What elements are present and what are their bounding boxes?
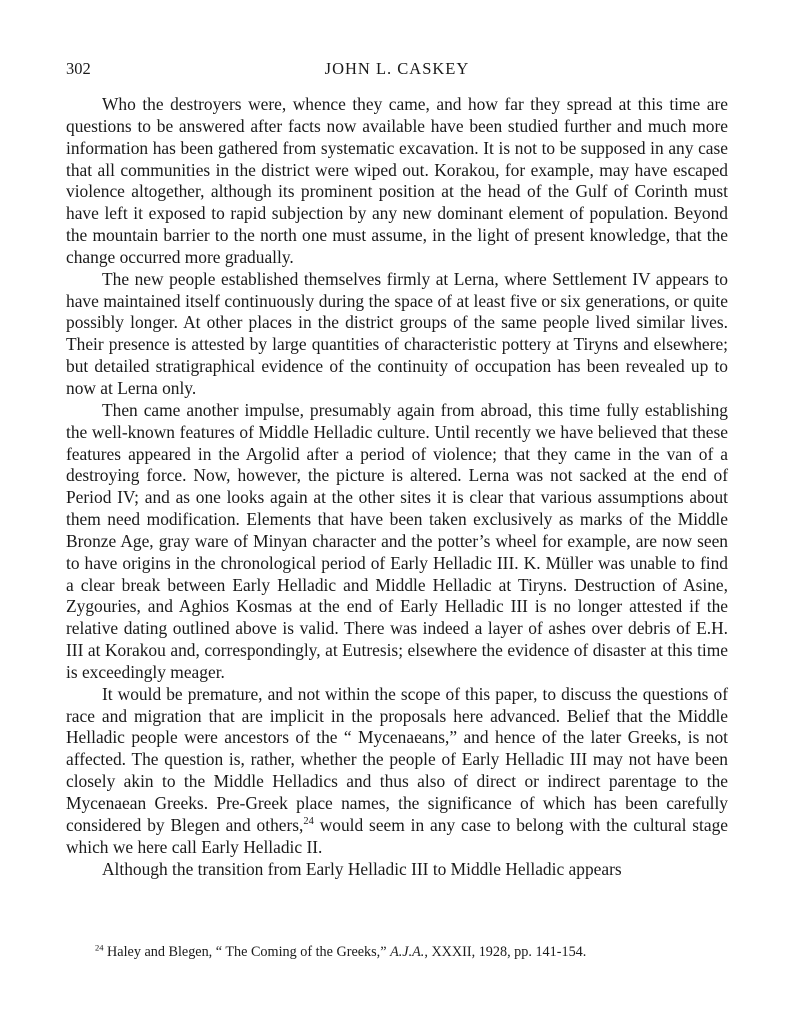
paragraph-text: It would be premature, and not within the scope of this paper, to discuss the questions of race and migration that are implicit in the proposals here advanced. Belief that the Middle Helladic people were ancestors of the “ Mycenaeans,” and hence of the later Greeks, is not affected. The question is, rather, whether the people of Early Helladic III may not have been closely akin to the Middle Helladics and thus also of direct or indirect parentage to the Mycenaean Greeks. Pre-Greek place names, the significance of which has been carefully considered by Blegen and others, [66,683,728,835]
footnote-text: Haley and Blegen, “ The Coming of the Greeks,” [103,944,391,960]
paragraph: The new people established themselves firmly at Lerna, where Settlement IV appears to have maintained itself continuously during the space of at least five or six generations, or quite possibly longer. At other places in the district groups of the same people lived similar lives. Their presence is attested by large quantities of characteristic pottery at Tiryns and elsewhere; but detailed stratigraphical evidence of the continuity of occupation has been revealed up to now at Lerna only. [66,268,728,398]
footnote-journal: A.J.A. [390,944,425,960]
page-number: 302 [66,59,91,78]
paragraph: Although the transition from Early Helladic III to Middle Helladic appears [102,858,622,879]
paragraph-text: would seem in any case to belong with the cultural stage which we here call Early Helladic II. [66,814,729,857]
running-head [66,58,728,80]
running-title: JOHN L. CASKEY [324,59,470,78]
footnote-reference[interactable]: 24 [303,816,314,828]
paragraph [66,684,728,859]
footnote-text: , XXXII, 1928, pp. 141-154. [424,944,587,960]
footnote-marker: 24 [95,942,104,953]
body-text [66,94,728,880]
paragraph: Who the destroyers were, whence they came, and how far they spread at this time are questions to be answered after facts now available have been studied further and much more information has been gathered from systematic excavation. It is not to be supposed in any case that all communities in the district were wiped out. Korakou, for example, may have escaped violence altogether, although its prominent position at the head of the Gulf of Corinth must have left it exposed to rapid subjection by any new dominant element of population. Beyond the mountain barrier to the north one must assume, in the light of present knowledge, that the change occurred more gradually. [66,94,728,267]
paragraph: Then came another impulse, presumably again from abroad, this time fully establishing the well-known features of Middle Helladic culture. Until recently we have believed that these features appeared in the Argolid after a period of violence; that they came in the van of a destroying force. Now, however, the picture is altered. Lerna was not sacked at the end of Period IV; and as one looks again at the other sites it is clear that various assumptions about them need modification. Elements that have been taken exclusively as marks of the Middle Bronze Age, gray ware of Minyan character and the potter’s wheel for example, are now seen to have origins in the chronological period of Early Helladic III. K. Müller was unable to find a clear break between Early Helladic and Middle Helladic at Tiryns. Destruction of Asine, Zygouries, and Aghios Kosmas at the end of Early Helladic III is no longer attested if the relative dating outlined above is valid. There was indeed a layer of ashes over debris of E.H. III at Korakou and, correspondingly, at Eutresis; elsewhere the evidence of disaster at this time is exceedingly meager. [66,399,728,682]
footnote [66,942,728,962]
